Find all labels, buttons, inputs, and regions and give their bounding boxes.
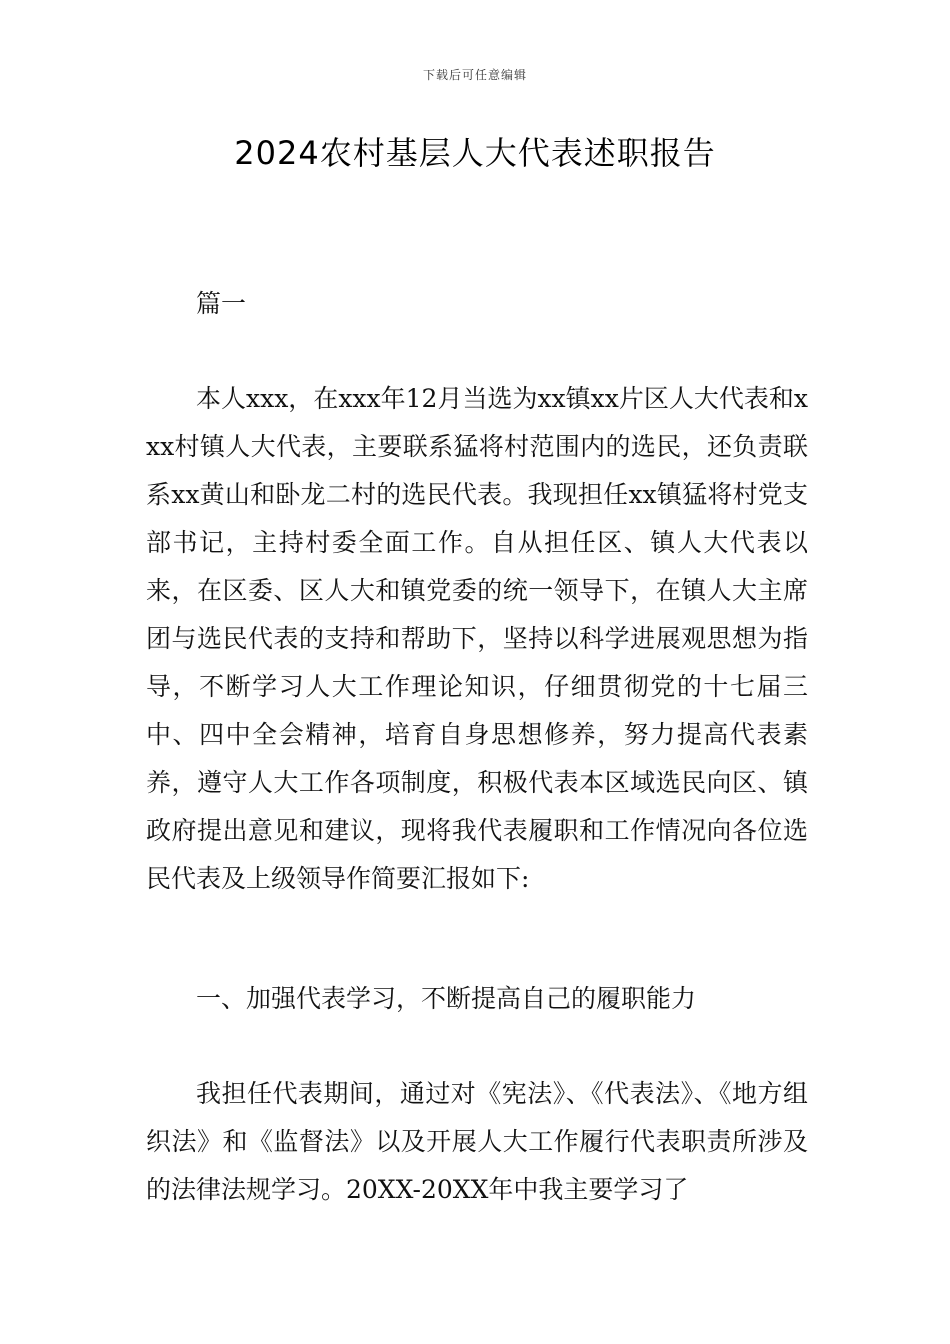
section-heading-1: 一、加强代表学习，不断提高自己的履职能力	[196, 984, 697, 1013]
paragraph-1: 本人xxx，在xxx年12月当选为xx镇xx片区人大代表和xxx村镇人大代表，主要联系猛将村范围内的选民，还负责联系xx黄山和卧龙二村的选民代表。我现担任xx镇猛将村党支部书记，主持村委全面工作。自从担任区、镇人大代表以来，在区委、区人大和镇党委的统一领导下，在镇人大主席团与选民代表的支持和帮助下，坚持以科学进展观思想为指导，不断学习人大工作理论知识，仔细贯彻党的十七届三中、四中全会精神，培育自身思想修养，努力提高代表素养，遵守人大工作各项制度，积极代表本区域选民向区、镇政府提出意见和建议，现将我代表履职和工作情况向各位选民代表及上级领导作简要汇报如下:	[146, 384, 808, 893]
section-label: 篇一	[196, 289, 247, 318]
paragraph-2: 我担任代表期间，通过对《宪法》、《代表法》、《地方组织法》和《监督法》以及开展人大工作履行代表职责所涉及的法律法规学习。20XX-20XX年中我主要学习了	[146, 1079, 808, 1204]
header-note: 下载后可任意编辑	[422, 68, 527, 82]
document-title: 2024农村基层人大代表述职报告	[234, 134, 716, 172]
